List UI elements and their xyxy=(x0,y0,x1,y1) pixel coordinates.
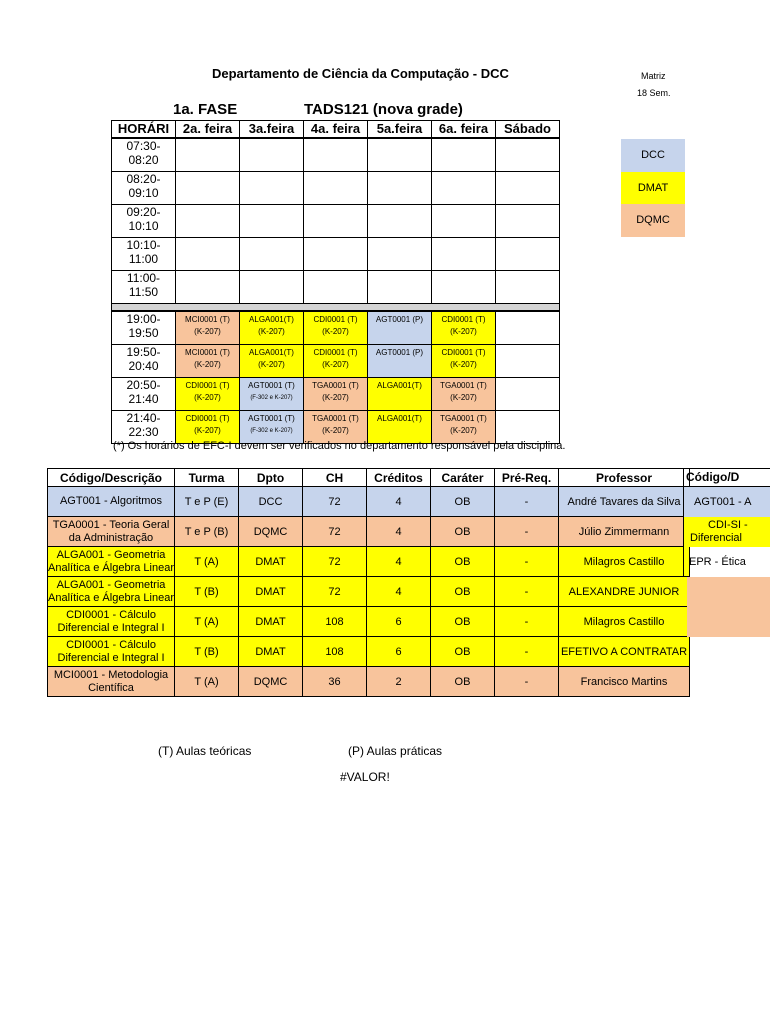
time-slot-end: 20:40 xyxy=(128,359,159,373)
course-description: CDI0001 - Cálculo Diferencial e Integral I xyxy=(48,637,175,667)
schedule-cell xyxy=(431,377,496,411)
time-header: HORÁRI xyxy=(111,120,176,138)
class-room: (F-302 e K-207) xyxy=(250,395,293,401)
class-code: ALGA001(T) xyxy=(249,315,294,324)
schedule-note: (*) Os horários de EFC-I devem ser verificados no departamento responsável pela disciplina. xyxy=(113,440,566,452)
class-room: (K-207) xyxy=(194,360,221,369)
class-code: CDI0001 (T) xyxy=(441,315,486,324)
time-slot-start: 11:00- xyxy=(126,271,161,285)
course-turma: T (A) xyxy=(175,667,239,697)
time-slot-start: 19:50- xyxy=(126,345,161,359)
class-code: MCI0001 (T) xyxy=(185,315,230,324)
course-turma: T (B) xyxy=(175,577,239,607)
day-header: 4a. feira xyxy=(303,120,368,138)
schedule-cell xyxy=(239,171,304,205)
schedule-cell xyxy=(431,410,496,444)
legend-praticas: (P) Aulas práticas xyxy=(348,744,443,758)
time-slot-end: 22:30 xyxy=(128,425,159,439)
semester-label: 18 Sem. xyxy=(637,88,671,98)
schedule-cell xyxy=(303,237,368,271)
class-room: (K-207) xyxy=(258,327,285,336)
time-slot xyxy=(111,270,176,304)
schedule-cell xyxy=(431,311,496,345)
time-slot xyxy=(111,171,176,205)
class-room: (K-207) xyxy=(194,426,221,435)
day-header: Sábado xyxy=(495,120,560,138)
schedule-cell xyxy=(239,237,304,271)
class-room: (K-207) xyxy=(322,426,349,435)
class-room: (K-207) xyxy=(450,360,477,369)
schedule-cell xyxy=(239,377,304,411)
class-code: ALGA001(T) xyxy=(377,414,422,423)
schedule-cell xyxy=(367,237,432,271)
schedule-cell xyxy=(175,204,240,238)
course-prereq: - xyxy=(495,637,559,667)
time-slot-end: 19:50 xyxy=(128,326,159,340)
time-slot-start: 09:20- xyxy=(126,205,161,219)
time-slot-start: 10:10- xyxy=(126,238,161,252)
schedule-cell xyxy=(303,344,368,378)
course-prereq: - xyxy=(495,577,559,607)
class-code: CDI0001 (T) xyxy=(185,414,230,423)
schedule-cell xyxy=(175,377,240,411)
class-room: (K-207) xyxy=(194,393,221,402)
schedule-cell xyxy=(495,237,560,271)
course-creditos: 4 xyxy=(367,577,431,607)
course-description: CDI0001 - Cálculo Diferencial e Integral I xyxy=(48,607,175,637)
course-turma: T e P (B) xyxy=(175,517,239,547)
schedule-cell xyxy=(175,344,240,378)
legend-teoricas: (T) Aulas teóricas xyxy=(158,744,252,758)
course-carater: OB xyxy=(431,487,495,517)
class-code: AGT0001 (P) xyxy=(375,348,424,357)
schedule-cell xyxy=(367,204,432,238)
day-header: 2a. feira xyxy=(175,120,240,138)
class-code: TGA0001 (T) xyxy=(440,414,487,423)
time-slot-end: 09:10 xyxy=(128,186,159,200)
course-carater: OB xyxy=(431,607,495,637)
course-table xyxy=(47,468,690,697)
time-slot xyxy=(111,138,176,172)
col-header-ch: CH xyxy=(303,469,367,487)
schedule-cell xyxy=(367,138,432,172)
class-room: (F-302 e K-207) xyxy=(250,428,293,434)
course-professor: ALEXANDRE JUNIOR xyxy=(559,577,690,607)
schedule-cell xyxy=(495,204,560,238)
time-slot xyxy=(111,237,176,271)
course-dpto: DMAT xyxy=(239,577,303,607)
schedule-cell xyxy=(367,311,432,345)
legend-dqmc: DQMC xyxy=(621,204,685,237)
class-code: TGA0001 (T) xyxy=(312,381,359,390)
course-turma: T (A) xyxy=(175,607,239,637)
col-header-professor: Professor xyxy=(559,469,690,487)
schedule-cell xyxy=(303,204,368,238)
time-slot-start: 07:30- xyxy=(126,139,161,153)
time-slot-end: 10:10 xyxy=(128,219,159,233)
schedule-cell xyxy=(175,237,240,271)
class-room: (K-207) xyxy=(450,393,477,402)
schedule-cell xyxy=(431,138,496,172)
class-room: (K-207) xyxy=(322,393,349,402)
course-prereq: - xyxy=(495,487,559,517)
class-code: CDI0001 (T) xyxy=(185,381,230,390)
schedule-cell xyxy=(303,270,368,304)
time-slot-start: 08:20- xyxy=(126,172,161,186)
schedule-cell xyxy=(431,270,496,304)
course-dpto: DQMC xyxy=(239,667,303,697)
schedule-cell xyxy=(303,311,368,345)
schedule-cell xyxy=(303,171,368,205)
course-carater: OB xyxy=(431,667,495,697)
schedule-cell xyxy=(431,237,496,271)
schedule-cell xyxy=(239,138,304,172)
col-header-turma: Turma xyxy=(175,469,239,487)
department-title: Departamento de Ciência da Computação - DCC xyxy=(212,66,509,81)
col-header-dpto: Dpto xyxy=(239,469,303,487)
class-code: ALGA001(T) xyxy=(377,381,422,390)
time-slot-end: 11:50 xyxy=(128,285,159,299)
time-slot-start: 20:50- xyxy=(126,378,161,392)
time-slot xyxy=(111,410,176,444)
schedule-cell xyxy=(239,311,304,345)
course-carater: OB xyxy=(431,637,495,667)
schedule-cell xyxy=(175,311,240,345)
fase-label: 1a. FASE xyxy=(173,101,238,118)
course-table-header xyxy=(48,469,690,487)
col-header-carater: Caráter xyxy=(431,469,495,487)
course-professor: Milagros Castillo xyxy=(559,607,690,637)
course-creditos: 4 xyxy=(367,547,431,577)
class-room: (K-207) xyxy=(450,426,477,435)
schedule-cell xyxy=(303,377,368,411)
class-code: CDI0001 (T) xyxy=(441,348,486,357)
day-header: 3a.feira xyxy=(239,120,304,138)
day-header: 6a. feira xyxy=(431,120,496,138)
course-prereq: - xyxy=(495,607,559,637)
course-dpto: DMAT xyxy=(239,637,303,667)
course-carater: OB xyxy=(431,547,495,577)
schedule-cell xyxy=(367,270,432,304)
error-value: #VALOR! xyxy=(340,770,390,784)
schedule-cell xyxy=(431,204,496,238)
time-slot-end: 11:00 xyxy=(128,252,159,266)
time-slot xyxy=(111,204,176,238)
course-dpto: DMAT xyxy=(239,547,303,577)
extra-cell-empty xyxy=(687,577,770,637)
table-row xyxy=(48,607,690,637)
course-ch: 72 xyxy=(303,487,367,517)
course-description: TGA0001 - Teoria Geral da Administração xyxy=(48,517,175,547)
class-code: TGA0001 (T) xyxy=(312,414,359,423)
schedule-cell xyxy=(239,344,304,378)
course-creditos: 6 xyxy=(367,637,431,667)
schedule-cell xyxy=(239,270,304,304)
course-description: AGT001 - Algoritmos xyxy=(48,487,175,517)
schedule-cell xyxy=(303,410,368,444)
course-description: ALGA001 - Geometria Analítica e Álgebra Linear xyxy=(48,577,175,607)
schedule-cell xyxy=(175,138,240,172)
class-code: AGT0001 (T) xyxy=(248,414,295,423)
schedule-grid xyxy=(111,120,559,438)
course-description: MCI0001 - Metodologia Científica xyxy=(48,667,175,697)
course-creditos: 4 xyxy=(367,487,431,517)
course-ch: 108 xyxy=(303,607,367,637)
time-slot-end: 08:20 xyxy=(128,153,159,167)
schedule-separator xyxy=(111,303,560,311)
table-row xyxy=(48,667,690,697)
course-ch: 36 xyxy=(303,667,367,697)
schedule-cell xyxy=(175,270,240,304)
time-slot-start: 21:40- xyxy=(126,411,161,425)
schedule-cell xyxy=(175,171,240,205)
course-creditos: 6 xyxy=(367,607,431,637)
extra-cell-cdi-si-line1: CDI-SI - xyxy=(708,519,748,531)
course-professor: André Tavares da Silva xyxy=(559,487,690,517)
day-header: 5a.feira xyxy=(367,120,432,138)
course-code-label: TADS121 (nova grade) xyxy=(304,101,463,118)
class-code: MCI0001 (T) xyxy=(185,348,230,357)
schedule-cell xyxy=(239,410,304,444)
schedule-cell xyxy=(431,171,496,205)
course-turma: T e P (E) xyxy=(175,487,239,517)
time-slot-end: 21:40 xyxy=(128,392,159,406)
schedule-cell xyxy=(495,410,560,444)
course-dpto: DCC xyxy=(239,487,303,517)
schedule-cell xyxy=(367,377,432,411)
schedule-cell xyxy=(367,410,432,444)
class-room: (K-207) xyxy=(258,360,285,369)
table-row xyxy=(48,487,690,517)
table-row xyxy=(48,517,690,547)
course-ch: 108 xyxy=(303,637,367,667)
time-slot xyxy=(111,377,176,411)
class-room: (K-207) xyxy=(194,327,221,336)
course-dpto: DMAT xyxy=(239,607,303,637)
schedule-cell xyxy=(367,171,432,205)
legend-dmat: DMAT xyxy=(621,172,685,204)
course-prereq: - xyxy=(495,667,559,697)
course-professor: Milagros Castillo xyxy=(559,547,690,577)
course-turma: T (B) xyxy=(175,637,239,667)
course-creditos: 4 xyxy=(367,517,431,547)
class-code: ALGA001(T) xyxy=(249,348,294,357)
class-room: (K-207) xyxy=(450,327,477,336)
schedule-cell xyxy=(431,344,496,378)
schedule-cell xyxy=(495,270,560,304)
class-code: CDI0001 (T) xyxy=(313,348,358,357)
col-header-codigo-extra: Código/D xyxy=(683,468,770,487)
schedule-cell xyxy=(495,344,560,378)
col-header-prereq: Pré-Req. xyxy=(495,469,559,487)
course-description: ALGA001 - Geometria Analítica e Álgebra Linear xyxy=(48,547,175,577)
schedule-cell xyxy=(367,344,432,378)
class-code: AGT0001 (T) xyxy=(248,381,295,390)
class-code: CDI0001 (T) xyxy=(313,315,358,324)
table-row xyxy=(48,547,690,577)
class-code: AGT0001 (P) xyxy=(375,315,424,324)
course-ch: 72 xyxy=(303,577,367,607)
extra-cell-cdi-si-line2: Diferencial xyxy=(690,532,742,544)
course-prereq: - xyxy=(495,547,559,577)
class-room: (K-207) xyxy=(322,360,349,369)
schedule-cell xyxy=(495,171,560,205)
extra-cell-cdi-si xyxy=(683,517,770,547)
schedule-cell xyxy=(495,311,560,345)
schedule-cell xyxy=(175,410,240,444)
schedule-cell xyxy=(495,377,560,411)
col-header-creditos: Créditos xyxy=(367,469,431,487)
table-row xyxy=(48,577,690,607)
course-professor: Francisco Martins xyxy=(559,667,690,697)
course-professor: EFETIVO A CONTRATAR xyxy=(559,637,690,667)
schedule-cell xyxy=(239,204,304,238)
course-carater: OB xyxy=(431,517,495,547)
course-professor: Júlio Zimmermann xyxy=(559,517,690,547)
course-carater: OB xyxy=(431,577,495,607)
time-slot-start: 19:00- xyxy=(126,312,161,326)
course-turma: T (A) xyxy=(175,547,239,577)
time-slot xyxy=(111,311,176,345)
extra-cell-agt: AGT001 - A xyxy=(683,487,770,517)
course-prereq: - xyxy=(495,517,559,547)
col-header-descricao: Código/Descrição xyxy=(48,469,175,487)
class-room: (K-207) xyxy=(322,327,349,336)
extra-cell-epr: EPR - Ética xyxy=(683,547,770,577)
course-dpto: DQMC xyxy=(239,517,303,547)
legend-dcc: DCC xyxy=(621,139,685,172)
schedule-cell xyxy=(303,138,368,172)
matriz-label: Matriz xyxy=(641,71,666,81)
schedule-cell xyxy=(495,138,560,172)
course-ch: 72 xyxy=(303,547,367,577)
table-row xyxy=(48,637,690,667)
course-creditos: 2 xyxy=(367,667,431,697)
time-slot xyxy=(111,344,176,378)
class-code: TGA0001 (T) xyxy=(440,381,487,390)
course-ch: 72 xyxy=(303,517,367,547)
